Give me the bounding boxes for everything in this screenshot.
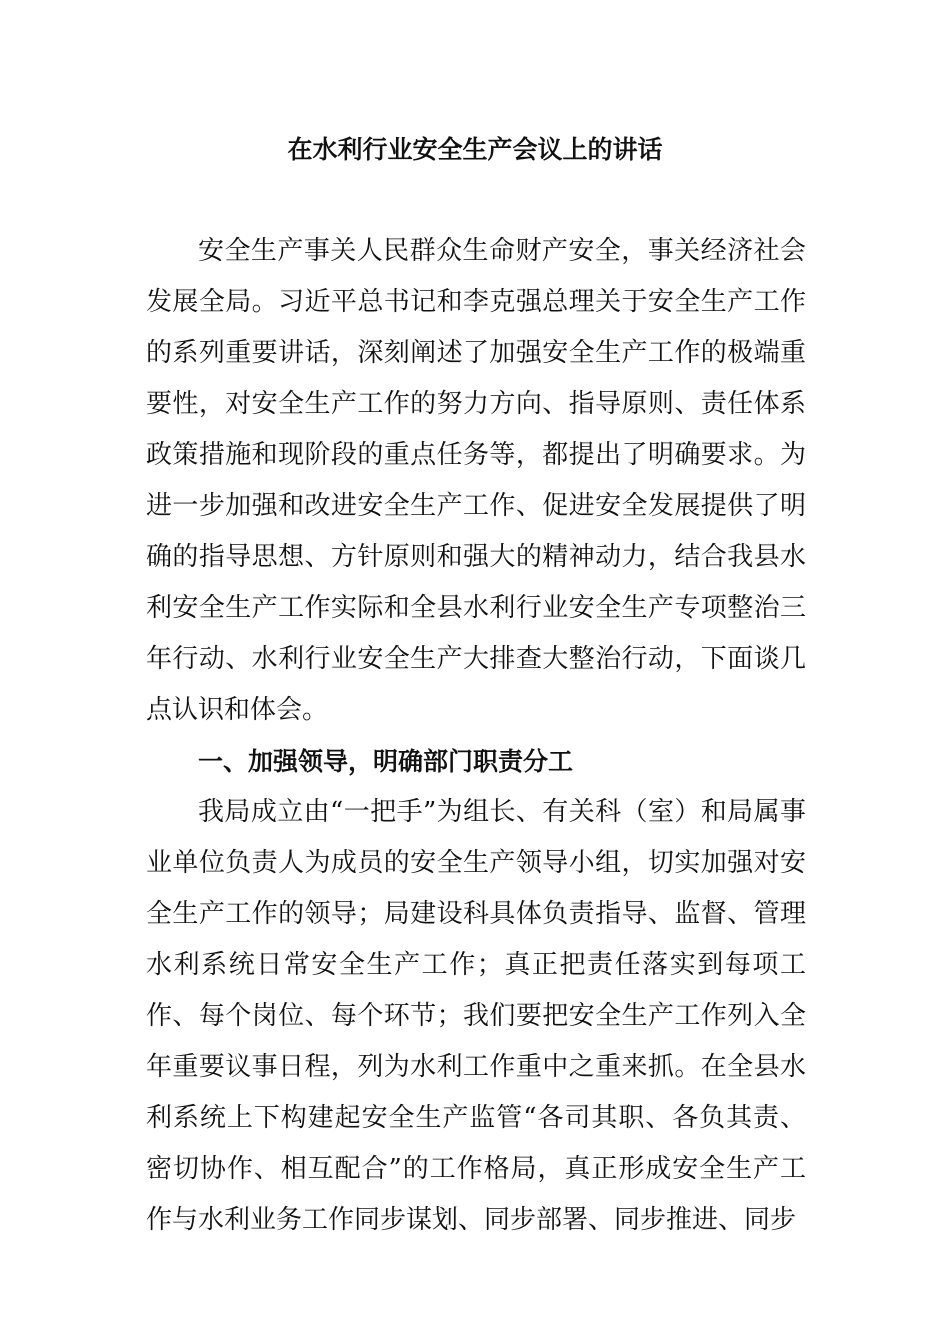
- document-title: 在水利行业安全生产会议上的讲话: [287, 135, 663, 164]
- document-body: [146, 226, 806, 1246]
- paragraph-intro: 安全生产事关人民群众生命财产安全，事关经济社会发展全局。习近平总书记和李克强总理关于安全生产工作的系列重要讲话，深刻阐述了加强安全生产工作的极端重要性，对安全生产工作的努力方向、指导原则、责任体系政策措施和现阶段的重点任务等，都提出了明确要求。为进一步加强和改进安全生产工作、促进安全发展提供了明确的指导思想、方针原则和强大的精神动力，结合我县水利安全生产工作实际和全县水利行业安全生产专项整治三年行动、水利行业安全生产大排查大整治行动，下面谈几点认识和体会。: [146, 236, 806, 725]
- paragraph-section-1: 我局成立由“一把手”为组长、有关科（室）和局属事业单位负责人为成员的安全生产领导小组，切实加强对安全生产工作的领导；局建设科具体负责指导、监督、管理水利系统日常安全生产工作；真正把责任落实到每项工作、每个岗位、每个环节；我们要把安全生产工作列入全年重要议事日程，列为水利工作重中之重来抓。在全县水利系统上下构建起安全生产监管“各司其职、各负其责、密切协作、相互配合”的工作格局，真正形成安全生产工作与水利业务工作同步谋划、同步部署、同步推进、同步: [146, 797, 806, 1235]
- section-heading-1: 一、加强领导，明确部门职责分工: [198, 747, 574, 776]
